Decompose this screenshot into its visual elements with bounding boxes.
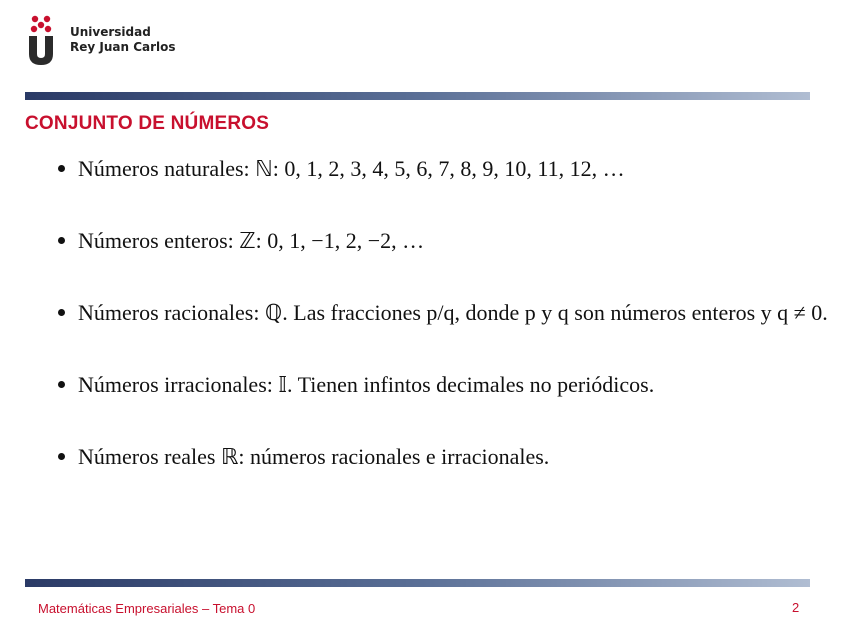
list-item <box>58 228 828 300</box>
bullet-text: Números racionales: ℚ. Las fracciones p/q, donde p y q son números enteros y q ≠ 0. <box>78 300 828 325</box>
urjc-logo-icon <box>26 14 56 66</box>
bullet-text: Números naturales: ℕ: 0, 1, 2, 3, 4, 5, 6, 7, 8, 9, 10, 11, 12, … <box>78 156 625 181</box>
logo-line-1: Universidad <box>70 25 151 39</box>
header-divider <box>25 92 810 100</box>
footer-divider <box>25 579 810 587</box>
university-logo <box>26 14 176 66</box>
page-number: 2 <box>792 600 800 615</box>
bullet-icon <box>58 453 65 460</box>
list-item <box>58 444 828 516</box>
university-name <box>70 25 176 55</box>
list-item <box>58 156 828 228</box>
bullet-text: Números irracionales: 𝕀. Tienen infintos decimales no periódicos. <box>78 372 655 397</box>
bullet-icon <box>58 237 65 244</box>
logo-line-2: Rey Juan Carlos <box>70 40 176 54</box>
bullet-text: Números reales ℝ: números racionales e irracionales. <box>78 444 550 469</box>
bullet-icon <box>58 309 65 316</box>
slide-title: CONJUNTO DE NÚMEROS <box>25 113 270 134</box>
bullet-text: Números enteros: ℤ: 0, 1, −1, 2, −2, … <box>78 228 425 253</box>
bullet-icon <box>58 381 65 388</box>
list-item <box>58 300 828 372</box>
bullet-list <box>58 156 828 516</box>
footer-course-title: Matemáticas Empresariales – Tema 0 <box>38 601 256 616</box>
list-item <box>58 372 828 444</box>
bullet-icon <box>58 165 65 172</box>
